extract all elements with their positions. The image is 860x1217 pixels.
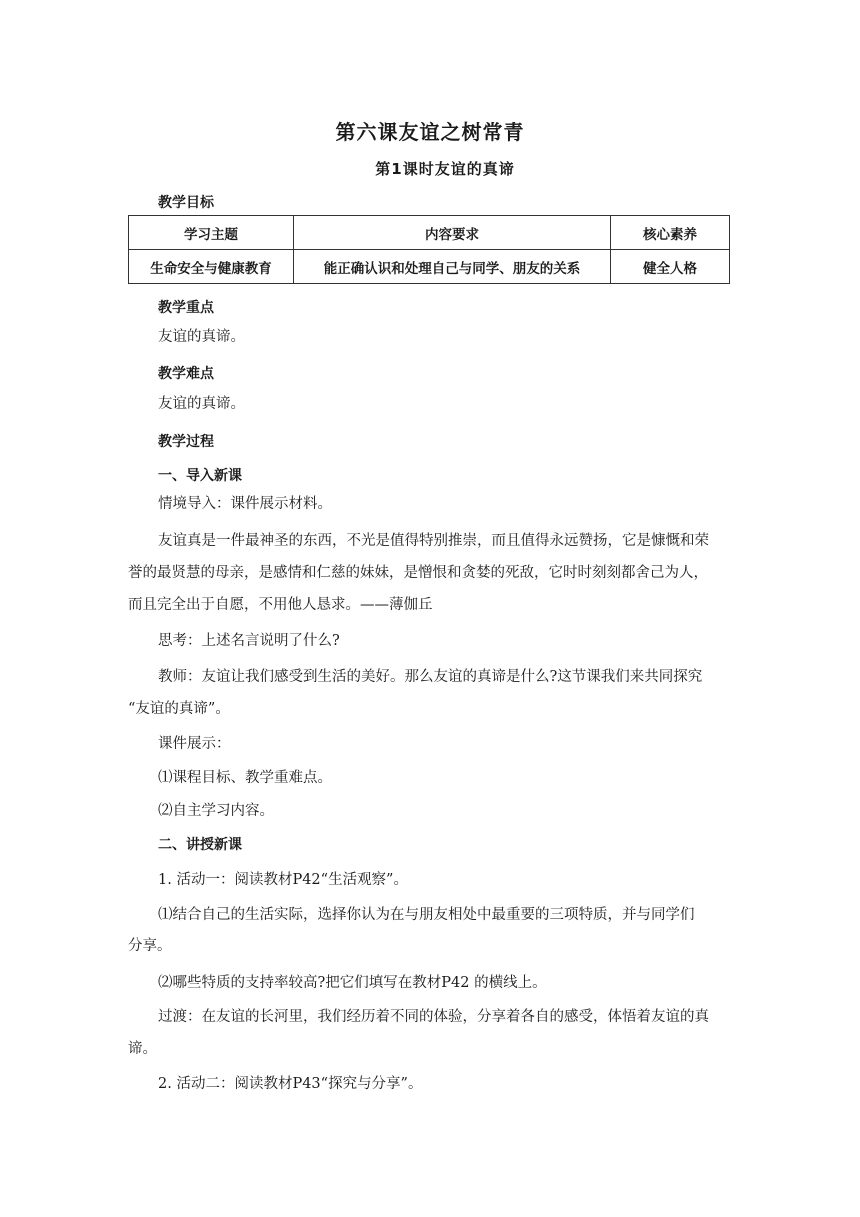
lesson-subtitle: 第1课时友谊的真谛 (375, 160, 515, 178)
think-paragraph: 思考：上述名言说明了什么? (158, 633, 340, 649)
activity-1-question: 分享。 (128, 938, 172, 954)
goals-heading: 教学目标 (158, 195, 214, 211)
table-header-cell: 核心素养 (611, 216, 730, 250)
table-header-cell: 内容要求 (294, 216, 611, 250)
lesson-title: 第六课友谊之树常青 (335, 120, 525, 144)
activity-2-heading: 2. 活动二：阅读教材P43“探究与分享”。 (158, 1076, 423, 1092)
activity-1-heading: 1. 活动一：阅读教材P42“生活观察”。 (158, 872, 408, 888)
table-cell: 能正确认识和处理自己与同学、朋友的关系 (294, 250, 611, 284)
table-cell: 健全人格 (611, 250, 730, 284)
list-item: ⑴课程目标、教学重难点。 (158, 770, 332, 786)
activity-1-question: ⑴结合自己的生活实际，选择你认为在与朋友相处中最重要的三项特质，并与同学们 (158, 907, 695, 923)
difficult-points-text: 友谊的真谛。 (158, 396, 245, 412)
intro-paragraph: 情境导入：课件展示材料。 (158, 496, 332, 512)
section-1-heading: 一、导入新课 (158, 468, 242, 484)
key-points-text: 友谊的真谛。 (158, 329, 245, 345)
quote-line: 友谊真是一件最神圣的东西，不光是值得特别推崇，而且值得永远赞扬，它是慷慨和荣 (158, 533, 709, 549)
teacher-line: “友谊的真谛”。 (128, 701, 230, 717)
difficult-points-heading: 教学难点 (158, 366, 214, 382)
table-cell: 生命安全与健康教育 (129, 250, 294, 284)
list-item: ⑵自主学习内容。 (158, 803, 274, 819)
activity-1-question: ⑵哪些特质的支持率较高?把它们填写在教材P42 的横线上。 (158, 975, 547, 991)
quote-line: 誉的最贤慧的母亲，是感情和仁慈的妹妹，是憎恨和贪婪的死敌，它时时刻刻都舍己为人， (128, 565, 708, 581)
goals-table (128, 215, 730, 284)
table-row (129, 250, 730, 284)
process-heading: 教学过程 (158, 434, 214, 450)
table-header-row (129, 216, 730, 250)
courseware-paragraph: 课件展示： (158, 736, 231, 752)
key-points-heading: 教学重点 (158, 300, 214, 316)
table-header-cell: 学习主题 (129, 216, 294, 250)
teacher-line: 教师：友谊让我们感受到生活的美好。那么友谊的真谛是什么?这节课我们来共同探究 (158, 669, 703, 685)
section-2-heading: 二、讲授新课 (158, 837, 242, 853)
transition-line: 谛。 (128, 1041, 157, 1057)
quote-line: 而且完全出于自愿，不用他人恳求。——薄伽丘 (128, 597, 433, 613)
transition-line: 过渡：在友谊的长河里，我们经历着不同的体验，分享着各自的感受，体悟着友谊的真 (158, 1009, 709, 1025)
